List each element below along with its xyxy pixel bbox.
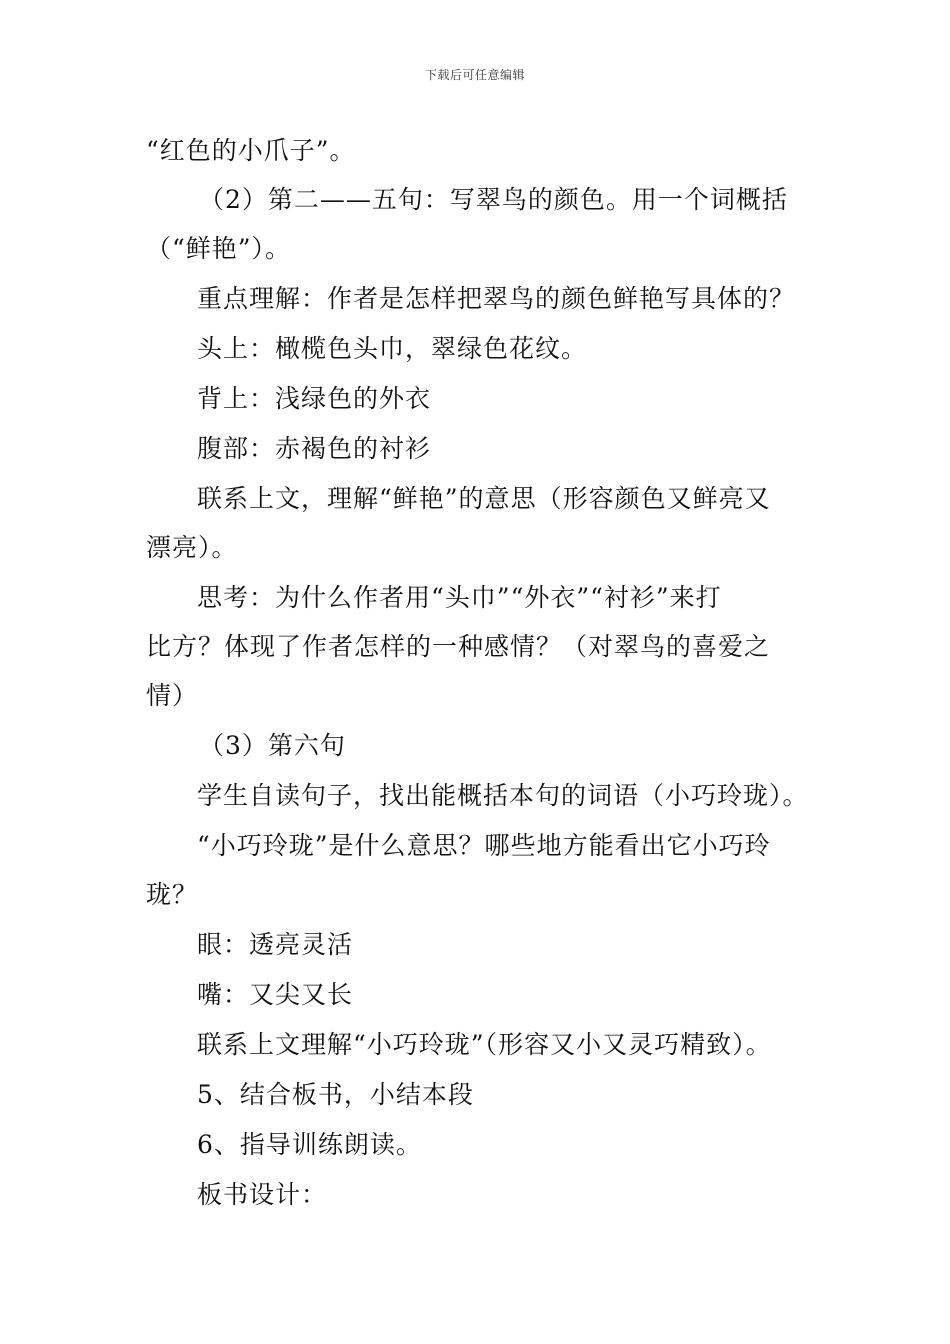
text-line: 漂亮）。 [146,533,238,562]
text-line: 联系上文，理解“鲜艳”的意思（形容颜色又鲜亮又 [197,484,771,513]
text-line: 嘴：又尖又长 [197,980,354,1009]
text-line: 腹部：赤褐色的衬衫 [197,434,432,463]
text-line: 头上：橄榄色头巾，翠绿色花纹。 [197,334,588,363]
page-header: 下载后可任意编辑 [424,68,525,82]
text-line: 板书设计： [197,1180,328,1209]
text-line: “小巧玲珑”是什么意思？哪些地方能看出它小巧玲 [197,831,771,860]
text-line: 6、指导训练朗读。 [197,1130,422,1159]
text-line: 学生自读句子，找出能概括本句的词语（小巧玲珑）。 [197,781,809,810]
text-line: （“鲜艳”）。 [146,234,292,263]
text-line: 比方？体现了作者怎样的一种感情？（对翠鸟的喜爱之 [146,632,771,661]
text-line: 珑？ [146,880,199,909]
text-line: 5、结合板书，小结本段 [197,1080,474,1109]
text-line: 重点理解：作者是怎样把翠鸟的颜色鲜艳写具体的？ [197,284,796,313]
text-line: 联系上文理解“小巧玲珑”（形容又小又灵巧精致）。 [197,1030,772,1059]
text-line: 眼：透亮灵活 [197,930,354,959]
text-line: 背上：浅绿色的外衣 [197,384,432,413]
text-line: 情） [146,681,199,710]
text-line: （2）第二——五句：写翠鸟的颜色。用一个词概括 [199,185,788,214]
text-line: （3）第六句 [199,731,346,760]
text-line: 思考：为什么作者用“头巾”“外衣”“衬衫”来打 [197,583,722,612]
text-line: “红色的小爪子”。 [146,136,356,165]
